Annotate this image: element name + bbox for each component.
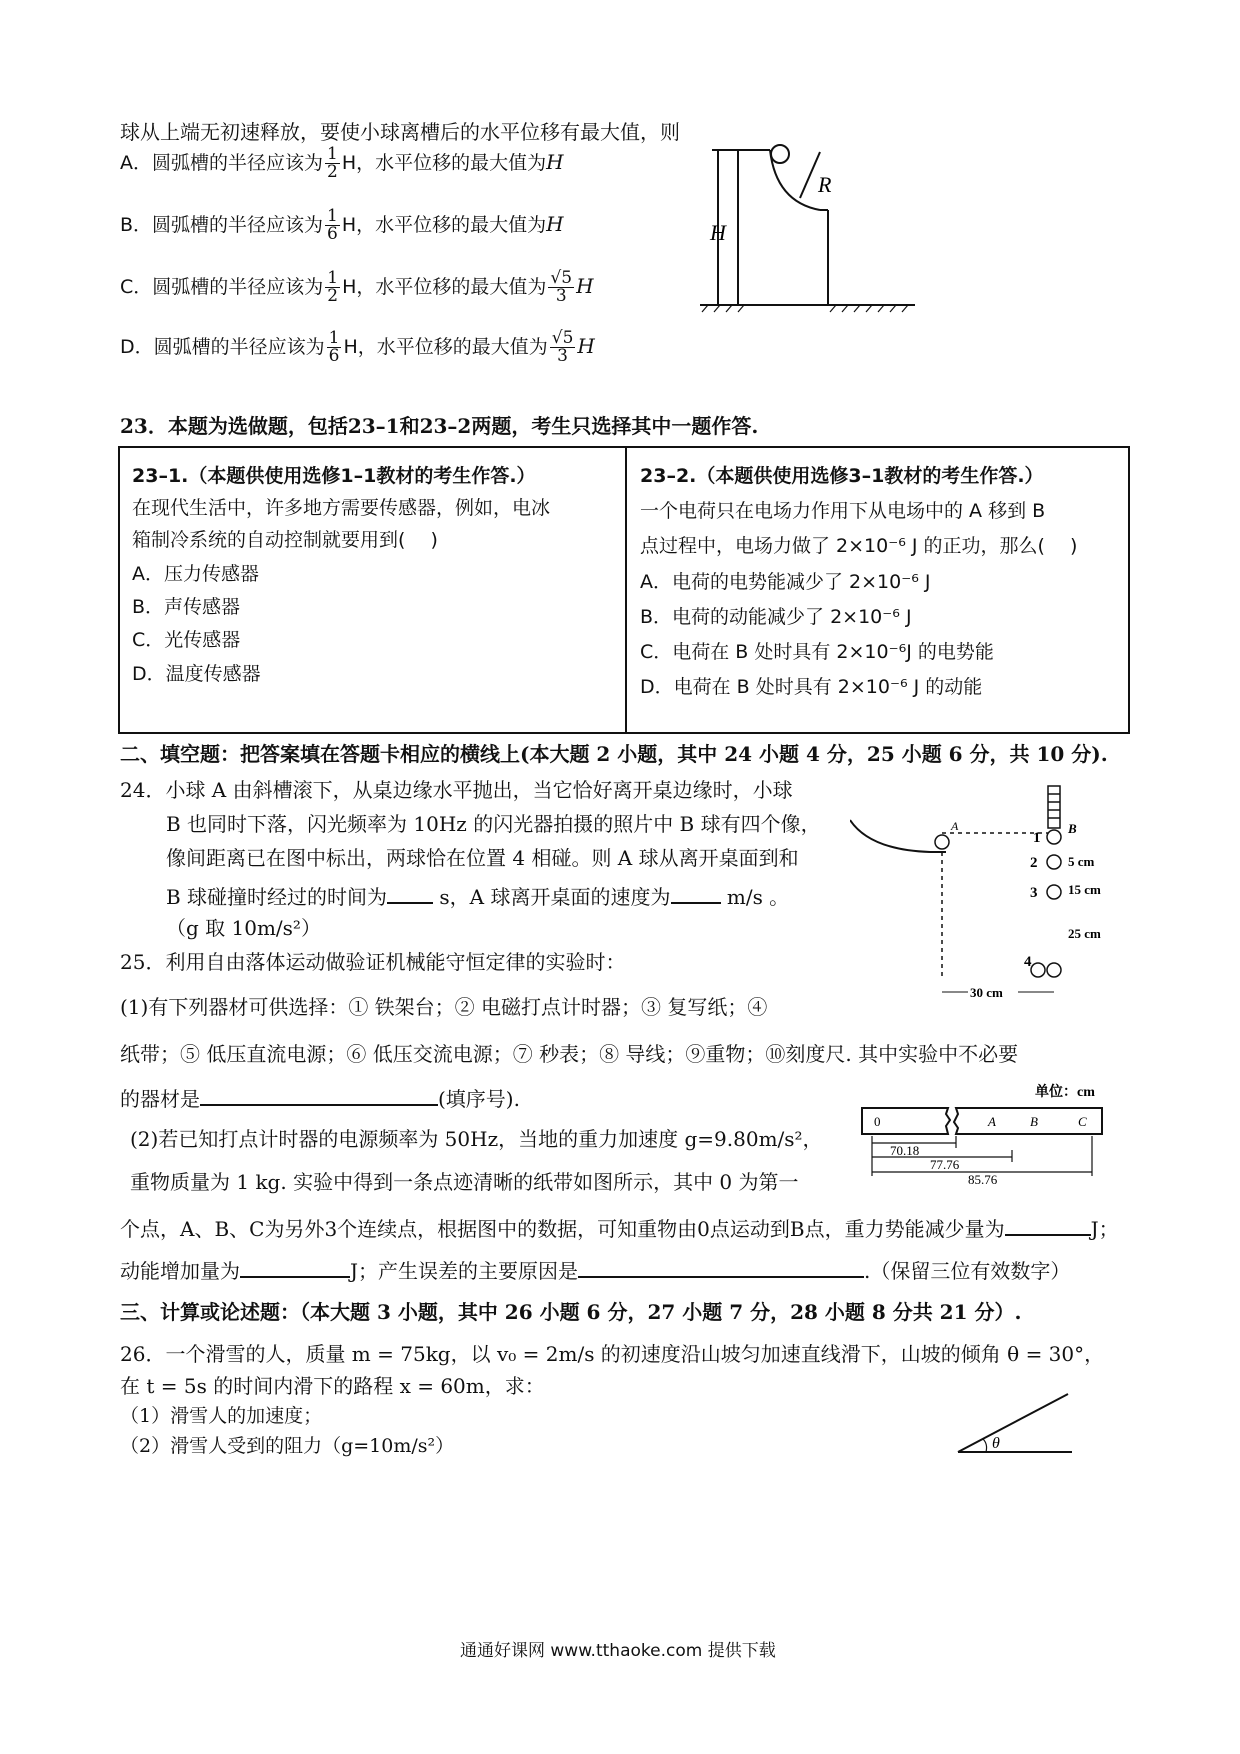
answer-blank[interactable] <box>387 880 433 904</box>
q23-2-option: A．电荷的电势能减少了 2×10⁻⁶ J <box>640 571 931 593</box>
q23-1-line: 在现代生活中，许多地方需要传感器，例如，电冰 <box>132 497 551 519</box>
fraction: $\frac{√5}{3}$ <box>551 328 574 366</box>
footer: 通通好课网 www.tthaoke.com 提供下载 <box>460 1641 776 1661</box>
tape-point: C <box>1078 1114 1087 1129</box>
answer-blank[interactable] <box>1005 1212 1091 1236</box>
q24-line: （g 取 10m/s²） <box>166 916 321 940</box>
tape-distance: 70.18 <box>890 1143 920 1158</box>
q22-stem: 球从上端无初速释放，要使小球离槽后的水平位移有最大值，则 <box>120 120 680 144</box>
q22-option: C．圆弧槽的半径应该为 $\frac{1}{2}$ H，水平位移的最大值为 $\frac{√5}{3}$ H <box>120 268 594 306</box>
q26-line: （2）滑雪人受到的阻力（g=10m/s²） <box>120 1435 455 1457</box>
q26-line: （1）滑雪人的加速度； <box>120 1405 323 1427</box>
fraction: $\frac{1}{6}$ <box>327 206 338 244</box>
q22-figure <box>690 140 930 340</box>
fraction: $\frac{1}{6}$ <box>328 328 340 366</box>
q23-1-option: D．温度传感器 <box>132 663 261 685</box>
q26-line: 在 t = 5s 的时间内滑下的路程 x = 60m，求： <box>120 1374 545 1398</box>
q23-1-option: C．光传感器 <box>132 629 241 651</box>
q23-2-line: 一个电荷只在电场力作用下从电场中的 A 移到 B <box>640 500 1046 522</box>
fig-num: 3 <box>1030 885 1038 901</box>
q24-figure <box>850 780 1110 1010</box>
section3-heading: 三、计算或论述题：（本大题 3 小题，其中 26 小题 6 分，27 小题 7 分，28 小题 8 分共 21 分）. <box>120 1300 1022 1324</box>
q24-line: 像间距离已在图中标出，两球恰在位置 4 相碰。则 A 球从离开桌面到和 <box>166 846 799 870</box>
q23-1-title: 23–1.（本题供使用选修1–1教材的考生作答.） <box>132 465 536 487</box>
q26-slope-figure <box>950 1390 1080 1460</box>
tape-point: B <box>1030 1114 1038 1129</box>
q23-1-line: 箱制冷系统的自动控制就要用到( ) <box>132 529 438 551</box>
fig-label-r: R <box>818 172 832 197</box>
q22-option: B．圆弧槽的半径应该为 $\frac{1}{6}$ H，水平位移的最大值为H <box>120 206 564 244</box>
section2-heading: 二、填空题：把答案填在答题卡相应的横线上(本大题 2 小题，其中 24 小题 4 分，25 小题 6 分，共 10 分). <box>120 742 1108 766</box>
tape-point: A <box>988 1114 996 1129</box>
tape-distance: 85.76 <box>968 1172 998 1186</box>
q23-2-line: 点过程中，电场力做了 2×10⁻⁶ J 的正功，那么( ) <box>640 535 1078 557</box>
fig-num: 4 <box>1024 954 1032 970</box>
fig-distance: 25 cm <box>1068 926 1101 941</box>
q25-line: (2)若已知打点计时器的电源频率为 50Hz，当地的重力加速度 g=9.80m/s²， <box>130 1127 823 1151</box>
q23-2-title: 23–2.（本题供使用选修3–1教材的考生作答.） <box>640 465 1044 487</box>
fraction: $\frac{√5}{3}$ <box>550 268 573 306</box>
tape-distance: 77.76 <box>930 1157 960 1172</box>
q23-2-option: B．电荷的动能减少了 2×10⁻⁶ J <box>640 606 912 628</box>
answer-blank[interactable] <box>578 1254 864 1278</box>
q25-line: 25．利用自由落体运动做验证机械能守恒定律的实验时： <box>120 950 626 974</box>
fig-label-b: B <box>1068 821 1077 836</box>
fig-unit: 单位：cm <box>1035 1085 1095 1100</box>
q25-line-blank: 的器材是 (填序号). <box>120 1082 520 1113</box>
fig-label-h: H <box>710 220 726 245</box>
q24-line-blanks: B 球碰撞时经过的时间为 s，A 球离开桌面的速度为 m/s 。 <box>166 880 789 911</box>
fig-distance: 5 cm <box>1068 854 1095 869</box>
q23-2-option: D．电荷在 B 处时具有 2×10⁻⁶ J 的动能 <box>640 676 983 698</box>
answer-blank[interactable] <box>200 1082 438 1106</box>
q24-line: 24．小球 A 由斜槽滚下，从桌边缘水平抛出，当它恰好离开桌边缘时，小球 <box>120 778 793 802</box>
answer-blank[interactable] <box>240 1254 350 1278</box>
fig-num: 1 <box>1033 830 1041 846</box>
q25-line: 重物质量为 1 kg. 实验中得到一条点迹清晰的纸带如图所示，其中 0 为第一 <box>130 1170 799 1194</box>
fig-label-a: A <box>951 819 959 833</box>
q25-line: (1)有下列器材可供选择：① 铁架台；② 电磁打点计时器；③ 复写纸；④ <box>120 995 768 1019</box>
fig-distance: 30 cm <box>970 985 1003 1000</box>
q25-line-blank: 动能增加量为 J；产生误差的主要原因是 .（保留三位有效数字） <box>120 1254 1070 1285</box>
fig-distance: 15 cm <box>1068 882 1101 897</box>
q23-heading: 23．本题为选做题，包括23–1和23–2两题，考生只选择其中一题作答. <box>120 414 759 438</box>
q24-line: B 也同时下落，闪光频率为 10Hz 的闪光器拍摄的照片中 B 球有四个像， <box>166 812 821 836</box>
fraction: $\frac{1}{2}$ <box>327 144 338 182</box>
q25-line-blank: 个点，A、B、C为另外3个连续点，根据图中的数据，可知重物由0点运动到B点，重力势能减少量为 J； <box>120 1212 1119 1243</box>
q23-2-option: C．电荷在 B 处时具有 2×10⁻⁶J 的电势能 <box>640 641 994 663</box>
q25-line: 纸带；⑤ 低压直流电源；⑥ 低压交流电源；⑦ 秒表；⑧ 导线；⑨重物；⑩刻度尺. 其中实验中不必要 <box>120 1042 1019 1066</box>
q22-option: D．圆弧槽的半径应该为 $\frac{1}{6}$ H，水平位移的最大值为 $\frac{√5}{3}$ H <box>120 328 595 366</box>
ball-icon <box>771 145 789 163</box>
fig-num: 2 <box>1030 855 1038 871</box>
fig-label-theta: θ <box>992 1435 1000 1452</box>
q26-line: 26．一个滑雪的人，质量 m = 75kg，以 v₀ = 2m/s 的初速度沿山坡匀加速直线滑下，山坡的倾角 θ = 30°， <box>120 1342 1105 1366</box>
q23-1-option: B．声传感器 <box>132 596 241 618</box>
fraction: $\frac{1}{2}$ <box>327 268 339 306</box>
q23-1-option: A．压力传感器 <box>132 563 259 585</box>
q22-option: A．圆弧槽的半径应该为 $\frac{1}{2}$ H，水平位移的最大值为H <box>120 144 564 182</box>
tape-point: 0 <box>874 1114 881 1129</box>
answer-blank[interactable] <box>671 880 721 904</box>
q25-tape-figure <box>860 1076 1120 1186</box>
